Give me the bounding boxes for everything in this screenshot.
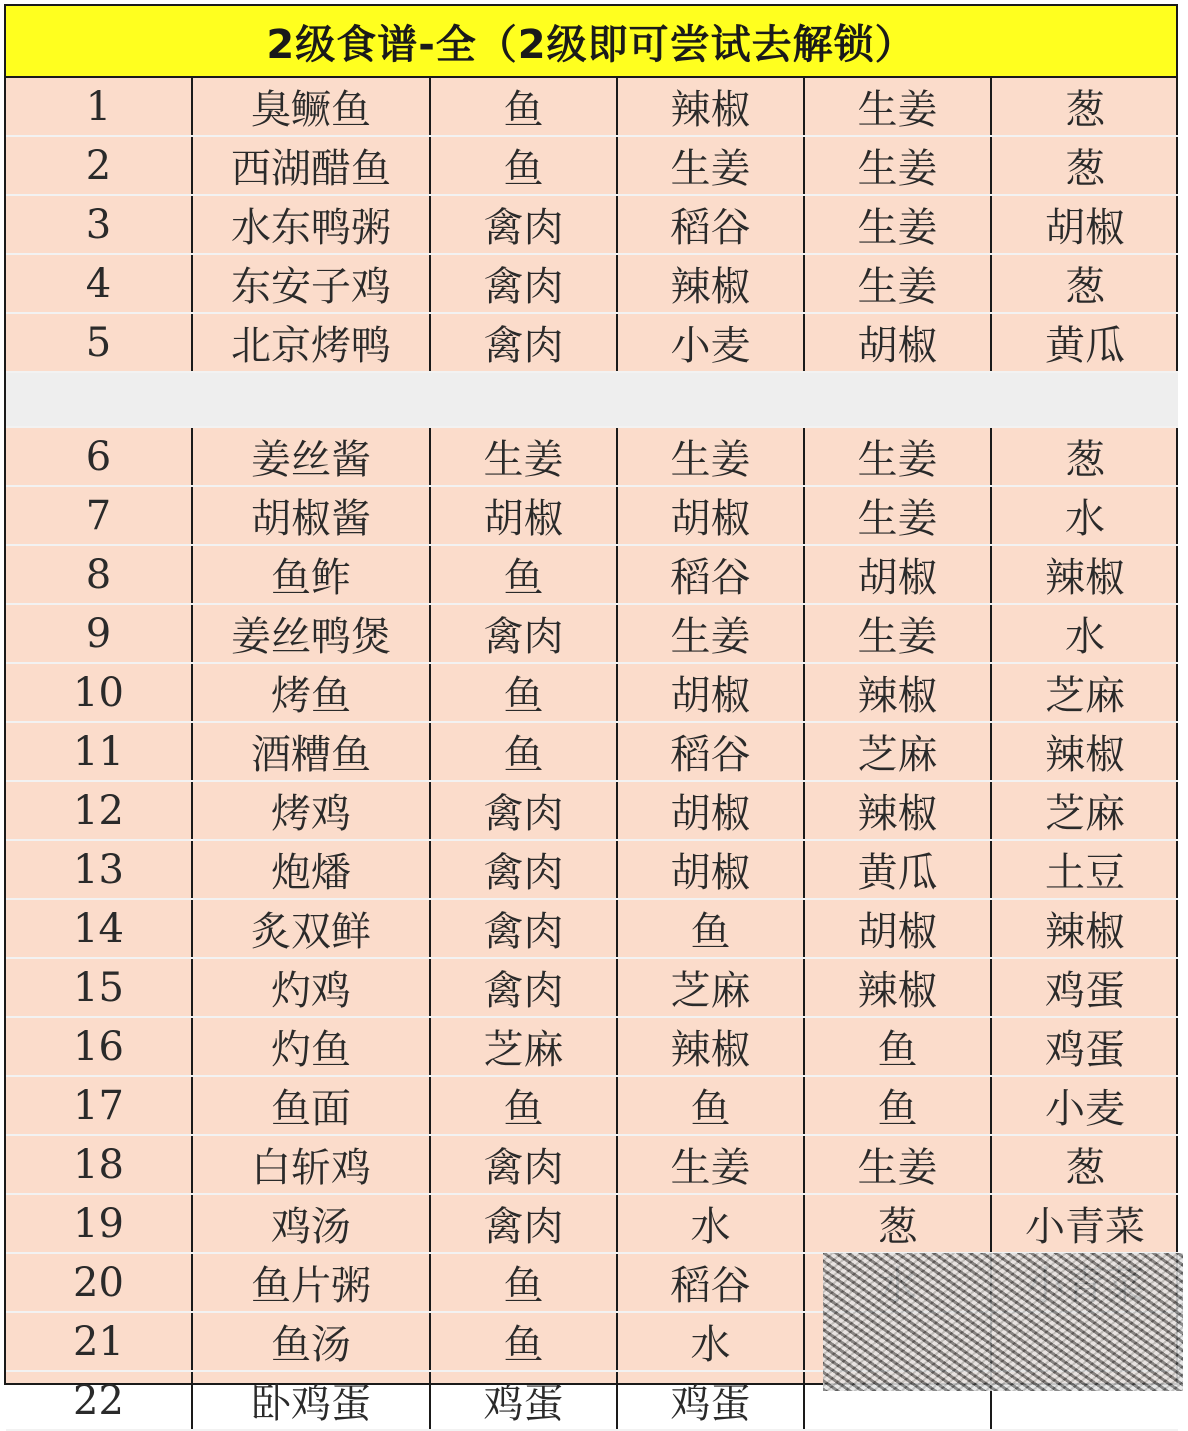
- ingredient-3: 生姜: [804, 78, 991, 136]
- recipe-number: 1: [6, 78, 192, 136]
- recipe-table: [6, 78, 1178, 1431]
- ingredient-4: 胡椒: [991, 195, 1178, 254]
- ingredient-1: 胡椒: [430, 486, 617, 545]
- table-row: [6, 722, 1178, 781]
- recipe-name: 灼鸡: [192, 958, 430, 1017]
- table-row: [6, 781, 1178, 840]
- table-row: [6, 254, 1178, 313]
- ingredient-1: 芝麻: [430, 1017, 617, 1076]
- ingredient-2: 生姜: [617, 427, 804, 486]
- ingredient-1: 禽肉: [430, 604, 617, 663]
- recipe-number: 3: [6, 195, 192, 254]
- recipe-number: 7: [6, 486, 192, 545]
- recipe-name: 鱼鲊: [192, 545, 430, 604]
- ingredient-1: 禽肉: [430, 958, 617, 1017]
- ingredient-1: 鱼: [430, 136, 617, 195]
- ingredient-1: 鱼: [430, 1076, 617, 1135]
- ingredient-3: 鱼: [804, 1017, 991, 1076]
- ingredient-2: 胡椒: [617, 781, 804, 840]
- ingredient-1: 禽肉: [430, 195, 617, 254]
- recipe-number: 9: [6, 604, 192, 663]
- recipe-name: 炮燔: [192, 840, 430, 899]
- recipe-number: 8: [6, 545, 192, 604]
- table-row: [6, 486, 1178, 545]
- ingredient-2: 水: [617, 1312, 804, 1371]
- ingredient-3: 生姜: [804, 604, 991, 663]
- ingredient-2: 小麦: [617, 313, 804, 372]
- recipe-number: 16: [6, 1017, 192, 1076]
- ingredient-4: 芝麻: [991, 781, 1178, 840]
- recipe-number: 19: [6, 1194, 192, 1253]
- table-row: [6, 604, 1178, 663]
- ingredient-1: 鱼: [430, 722, 617, 781]
- ingredient-3: 葱: [804, 1194, 991, 1253]
- recipe-name: 臭鳜鱼: [192, 78, 430, 136]
- ingredient-3: 胡椒: [804, 899, 991, 958]
- recipe-name: 鱼面: [192, 1076, 430, 1135]
- ingredient-2: 胡椒: [617, 840, 804, 899]
- ingredient-4: 小麦: [991, 1076, 1178, 1135]
- ingredient-4: 葱: [991, 1135, 1178, 1194]
- ingredient-4: 辣椒: [991, 722, 1178, 781]
- recipe-number: 20: [6, 1253, 192, 1312]
- recipe-name: 白斩鸡: [192, 1135, 430, 1194]
- ingredient-3: 鱼: [804, 1076, 991, 1135]
- spacer-cell: [6, 372, 1178, 427]
- ingredient-3: 生姜: [804, 254, 991, 313]
- ingredient-1: 禽肉: [430, 1135, 617, 1194]
- table-row: [6, 313, 1178, 372]
- ingredient-3: 芝麻: [804, 722, 991, 781]
- ingredient-3: 黄瓜: [804, 840, 991, 899]
- recipe-number: 10: [6, 663, 192, 722]
- ingredient-4: 水: [991, 604, 1178, 663]
- recipe-name: 卧鸡蛋: [192, 1371, 430, 1430]
- ingredient-1: 鱼: [430, 1312, 617, 1371]
- recipe-number: 4: [6, 254, 192, 313]
- recipe-number: 12: [6, 781, 192, 840]
- recipe-name: 烤鱼: [192, 663, 430, 722]
- table-row: [6, 1076, 1178, 1135]
- ingredient-4: 水: [991, 486, 1178, 545]
- table-row: [6, 1017, 1178, 1076]
- recipe-name: 鱼片粥: [192, 1253, 430, 1312]
- ingredient-4: 芝麻: [991, 663, 1178, 722]
- ingredient-3: 生姜: [804, 486, 991, 545]
- ingredient-4: 葱: [991, 427, 1178, 486]
- ingredient-1: 禽肉: [430, 1194, 617, 1253]
- ingredient-2: 芝麻: [617, 958, 804, 1017]
- ingredient-3: 生姜: [804, 1135, 991, 1194]
- ingredient-1: 禽肉: [430, 313, 617, 372]
- ingredient-1: 鸡蛋: [430, 1371, 617, 1430]
- ingredient-2: 稻谷: [617, 195, 804, 254]
- ingredient-3: 辣椒: [804, 781, 991, 840]
- ingredient-4: 鸡蛋: [991, 1017, 1178, 1076]
- recipe-number: 13: [6, 840, 192, 899]
- recipe-name: 姜丝鸭煲: [192, 604, 430, 663]
- ingredient-4: 葱: [991, 78, 1178, 136]
- table-title: 2级食谱-全（2级即可尝试去解锁）: [6, 6, 1176, 78]
- spacer-row: [6, 372, 1178, 427]
- ingredient-4: 葱: [991, 254, 1178, 313]
- recipe-name: 酒糟鱼: [192, 722, 430, 781]
- recipe-name: 灼鱼: [192, 1017, 430, 1076]
- ingredient-2: 生姜: [617, 136, 804, 195]
- recipe-name: 胡椒酱: [192, 486, 430, 545]
- recipe-number: 14: [6, 899, 192, 958]
- table-row: [6, 899, 1178, 958]
- ingredient-1: 鱼: [430, 1253, 617, 1312]
- table-row: [6, 78, 1178, 136]
- recipe-table-sheet: [4, 4, 1178, 1428]
- ingredient-4: 辣椒: [991, 545, 1178, 604]
- recipe-name: 炙双鲜: [192, 899, 430, 958]
- table-row: [6, 958, 1178, 1017]
- ingredient-1: 禽肉: [430, 899, 617, 958]
- ingredient-2: 生姜: [617, 1135, 804, 1194]
- ingredient-2: 胡椒: [617, 486, 804, 545]
- ingredient-2: 胡椒: [617, 663, 804, 722]
- ingredient-2: 水: [617, 1194, 804, 1253]
- ingredient-2: 鸡蛋: [617, 1371, 804, 1430]
- ingredient-2: 稻谷: [617, 1253, 804, 1312]
- table-row: [6, 1135, 1178, 1194]
- ingredient-3: 辣椒: [804, 663, 991, 722]
- recipe-name: 水东鸭粥: [192, 195, 430, 254]
- recipe-number: 6: [6, 427, 192, 486]
- ingredient-2: 辣椒: [617, 78, 804, 136]
- table-row: [6, 840, 1178, 899]
- recipe-name: 东安子鸡: [192, 254, 430, 313]
- recipe-number: 11: [6, 722, 192, 781]
- ingredient-4: 小青菜: [991, 1194, 1178, 1253]
- recipe-name: 姜丝酱: [192, 427, 430, 486]
- ingredient-3: 生姜: [804, 427, 991, 486]
- recipe-number: 22: [6, 1371, 192, 1430]
- recipe-number: 5: [6, 313, 192, 372]
- recipe-number: 15: [6, 958, 192, 1017]
- recipe-number: 17: [6, 1076, 192, 1135]
- recipe-name: 烤鸡: [192, 781, 430, 840]
- ingredient-1: 禽肉: [430, 781, 617, 840]
- ingredient-2: 生姜: [617, 604, 804, 663]
- recipe-name: 鸡汤: [192, 1194, 430, 1253]
- ingredient-4: 葱: [991, 136, 1178, 195]
- ingredient-3: 生姜: [804, 195, 991, 254]
- ingredient-1: 鱼: [430, 663, 617, 722]
- ingredient-4: 辣椒: [991, 899, 1178, 958]
- ingredient-1: 鱼: [430, 78, 617, 136]
- ingredient-4: 黄瓜: [991, 313, 1178, 372]
- ingredient-1: 鱼: [430, 545, 617, 604]
- ingredient-3: 生姜: [804, 136, 991, 195]
- ingredient-3: 胡椒: [804, 545, 991, 604]
- group-divider: [6, 372, 1178, 427]
- table-row: [6, 663, 1178, 722]
- ingredient-3: 辣椒: [804, 958, 991, 1017]
- ingredient-2: 稻谷: [617, 545, 804, 604]
- ingredient-1: 禽肉: [430, 254, 617, 313]
- ingredient-2: 鱼: [617, 899, 804, 958]
- recipe-name: 鱼汤: [192, 1312, 430, 1371]
- recipe-name: 北京烤鸭: [192, 313, 430, 372]
- recipe-name: 西湖醋鱼: [192, 136, 430, 195]
- ingredient-2: 辣椒: [617, 254, 804, 313]
- table-row: [6, 545, 1178, 604]
- recipe-number: 2: [6, 136, 192, 195]
- ingredient-3: 胡椒: [804, 313, 991, 372]
- ingredient-1: 禽肉: [430, 840, 617, 899]
- ingredient-4: 鸡蛋: [991, 958, 1178, 1017]
- mosaic-overlay: [823, 1253, 1183, 1391]
- table-row: [6, 195, 1178, 254]
- ingredient-1: 生姜: [430, 427, 617, 486]
- table-row: [6, 427, 1178, 486]
- ingredient-2: 鱼: [617, 1076, 804, 1135]
- table-row: [6, 136, 1178, 195]
- recipe-group-a: [6, 78, 1178, 372]
- recipe-number: 18: [6, 1135, 192, 1194]
- recipe-number: 21: [6, 1312, 192, 1371]
- ingredient-4: 土豆: [991, 840, 1178, 899]
- ingredient-2: 稻谷: [617, 722, 804, 781]
- ingredient-2: 辣椒: [617, 1017, 804, 1076]
- table-row: [6, 1194, 1178, 1253]
